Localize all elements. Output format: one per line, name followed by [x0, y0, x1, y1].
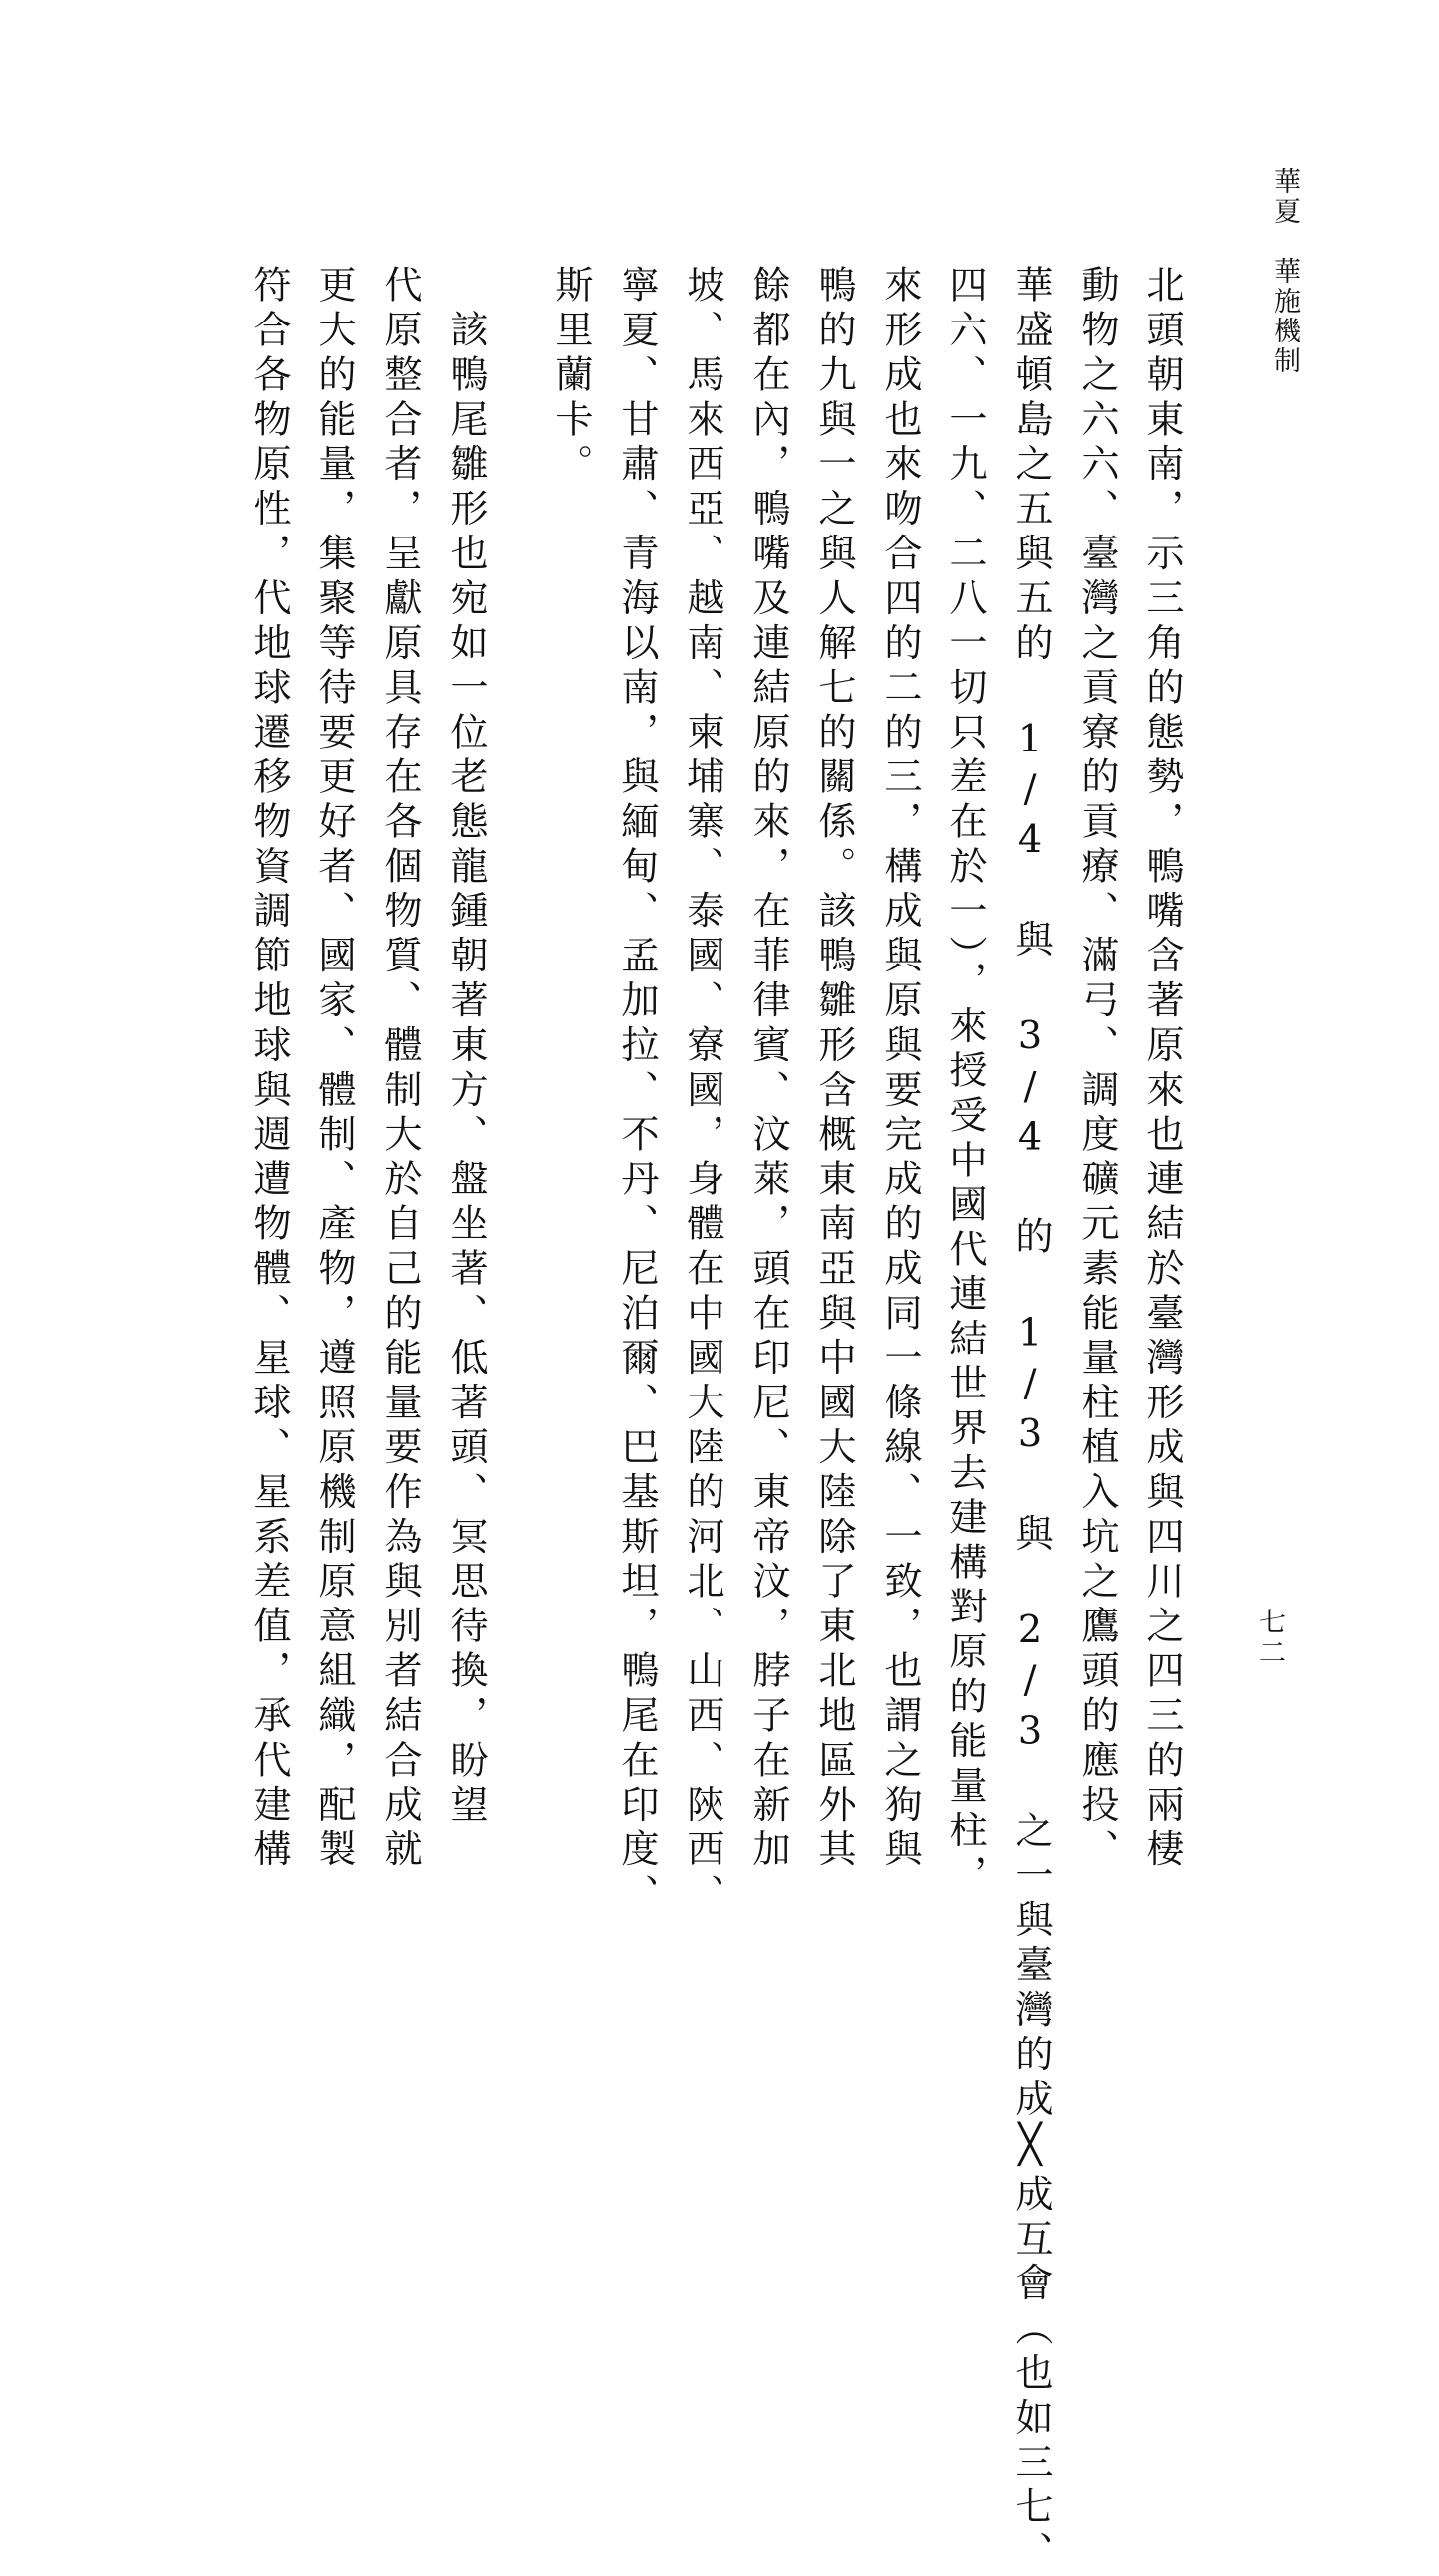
- text-line: 符合各物原性，代地球遷移物資調節地球與週遭物體、星球、星系差值，承代建構: [246, 265, 290, 1874]
- text-line: 代原整合者，呈獻原具存在各個物質、體制大於自己的能量要作為與別者結合成就: [377, 265, 421, 1874]
- text-line: 北頭朝東南，示三角的態勢，鴨嘴含著原來也連結於臺灣形成與四川之四三的兩棲: [1139, 265, 1183, 1874]
- text-line: 餘都在內，鴨嘴及連結原的來，在菲律賓、汶萊，頭在印尼、東帝汶，脖子在新加: [745, 265, 789, 1874]
- text-line: 四六、一九、二八一切只差在於一），來授受中國代連結世界去建構對原的能量柱，: [942, 265, 986, 1900]
- text-line: 該鴨尾雛形也宛如一位老態龍鍾朝著東方、盤坐著、低著頭、冥思待換，盼望: [443, 265, 487, 1829]
- running-header: [1232, 167, 1302, 426]
- text-line: 斯里蘭卡。: [548, 265, 592, 489]
- body-text: [235, 265, 1194, 2576]
- book-title: 華夏: [1269, 167, 1300, 227]
- text-line: 動物之六六、臺灣之貢寮的貢療、滿弓、調度礦元素能量柱植入坑之鷹頭的應投、: [1074, 265, 1118, 1874]
- chapter-title: 華施機制: [1269, 257, 1300, 376]
- text-line: 更大的能量，集聚等待要更好者、國家、體制、產物，遵照原機制原意組織，配製: [311, 265, 355, 1874]
- text-line: 寧夏、甘肅、青海以南，與緬甸、孟加拉、不丹、尼泊爾、巴基斯坦，鴨尾在印度、: [614, 265, 658, 1919]
- text-line: 來形成也來吻合四的二的三，構成與原與要完成的成同一條線、一致，也謂之狗與: [877, 265, 921, 1874]
- text-line: 坡、馬來西亞、越南、柬埔寨、泰國、寮國，身體在中國大陸的河北、山西、陝西、: [680, 265, 723, 1919]
- paragraph-gap: [498, 265, 537, 1867]
- page-number: 七二: [1254, 1608, 1285, 1669]
- text-line: 鴨的九與一之與人解七的關係。該鴨雛形含概東南亞與中國大陸除了東北地區外其: [811, 265, 855, 1874]
- text-line: 華盛頓島之五與五的 1/4 與 3/4 的 1/3 與 2/3 之一與臺灣的成╳成互會（也如三七、: [1008, 265, 1052, 2576]
- header-spacer: [1269, 227, 1300, 257]
